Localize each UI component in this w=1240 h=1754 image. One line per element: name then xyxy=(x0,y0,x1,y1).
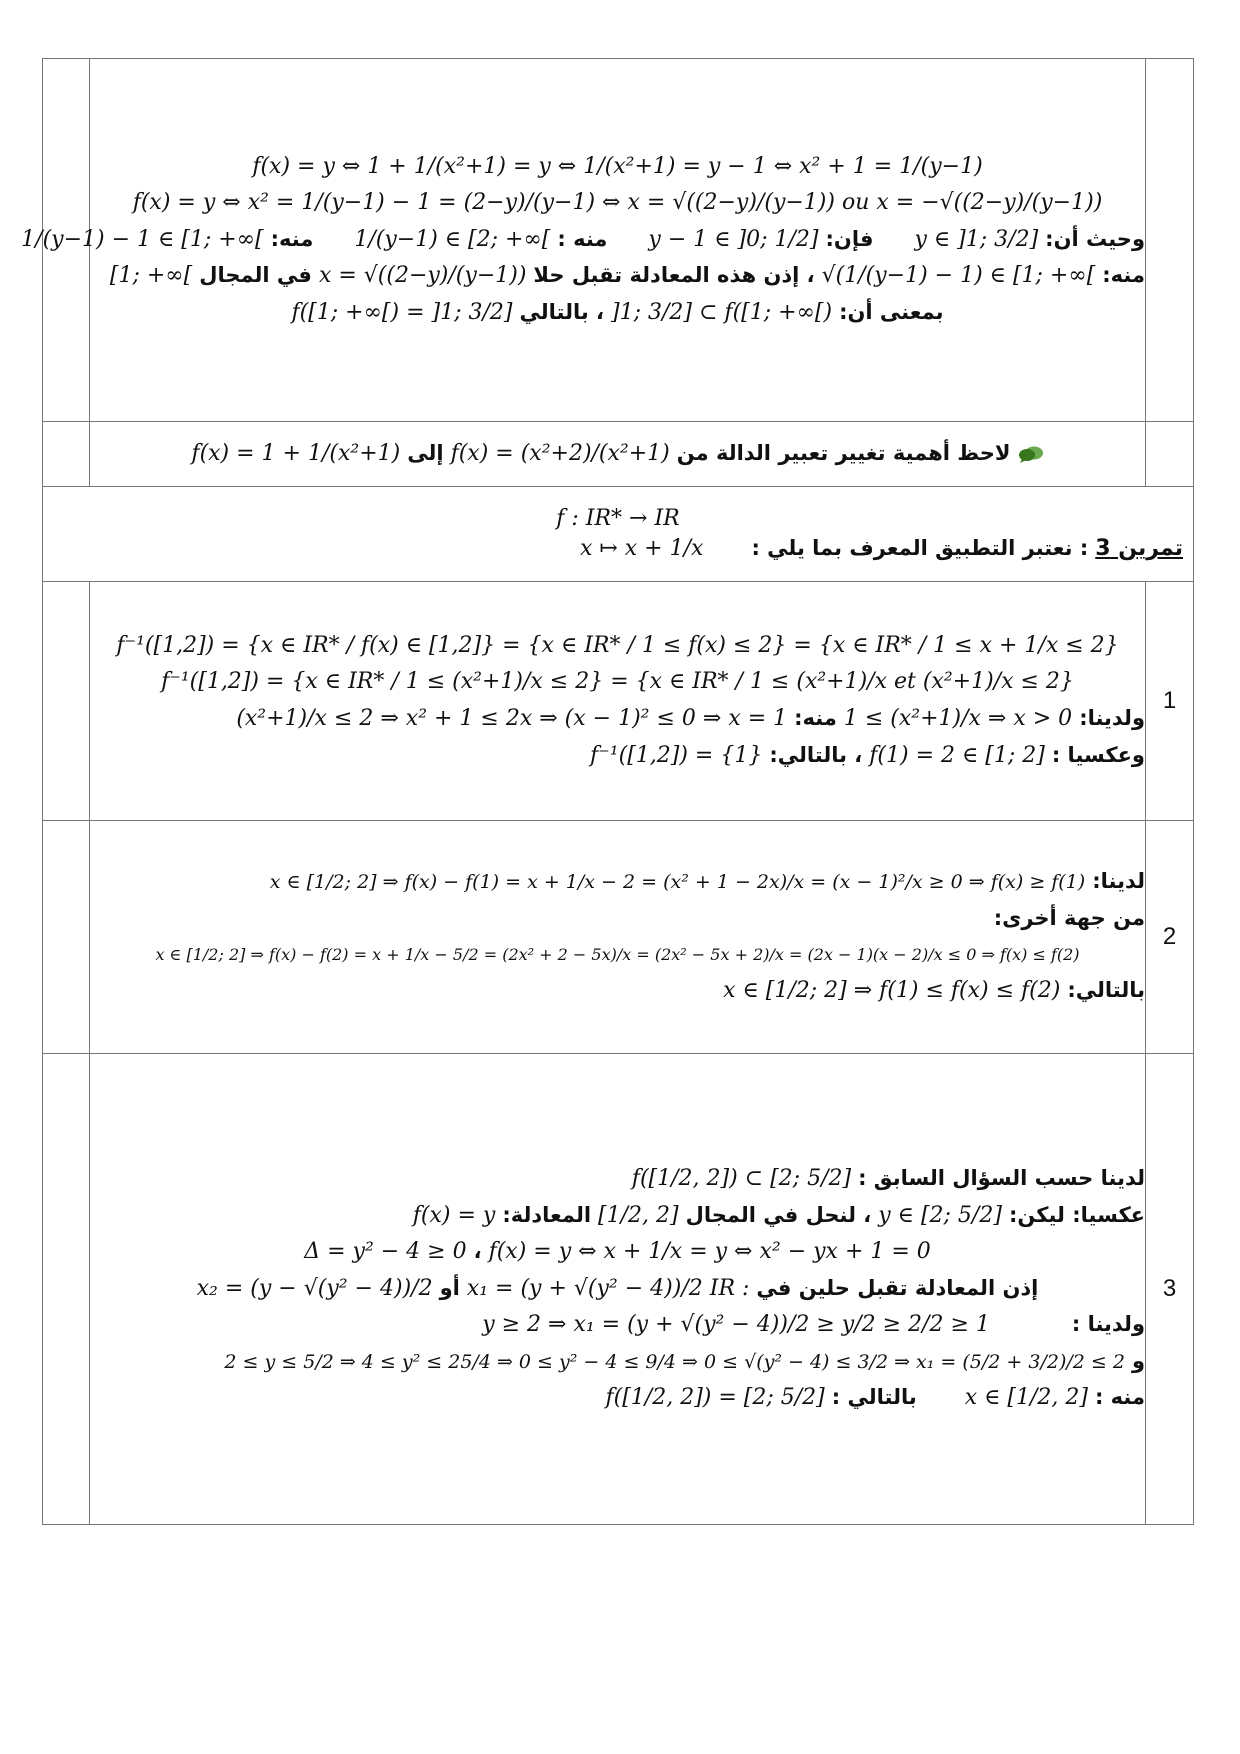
equation-line xyxy=(90,1385,1145,1412)
math-expression: √(1/(y−1) − 1) ∈ [1; +∞[ xyxy=(821,263,1096,289)
equation-line xyxy=(90,706,1145,733)
math-expression: f([1; +∞[) = ]1; 3/2] xyxy=(291,299,513,325)
math-expression: f(x) = y ⇔ x² = 1/(y−1) − 1 = (2−y)/(y−1) ⇔ x = √((2−y)/(y−1)) ou x = −√((2−y)/(y−1)) xyxy=(132,190,1103,216)
math-expression: ]1; 3/2] ⊂ f([1; +∞[) xyxy=(611,299,833,325)
speech-bubbles-icon xyxy=(1018,445,1044,463)
left-margin-cell xyxy=(43,1054,90,1525)
math-expression: x₂ = (y − √(y² − 4))/2 xyxy=(196,1275,433,1301)
arabic-text: بالتالي: xyxy=(1067,978,1145,1003)
continuation-content xyxy=(21,59,1146,422)
equation-line xyxy=(90,1203,1145,1230)
equation-line xyxy=(90,942,1145,968)
arabic-text: لدينا: xyxy=(1092,869,1145,894)
continuation-row xyxy=(43,59,1194,422)
equation-line xyxy=(90,869,1145,895)
math-expression: f⁻¹([1,2]) = {1} xyxy=(590,742,763,768)
math-expression: 1/(y−1) ∈ [2; +∞[ xyxy=(354,226,551,252)
arabic-text: بمعنى أن: xyxy=(839,300,944,325)
arabic-text: وعكسيا : xyxy=(1051,742,1145,767)
math-expression: f⁻¹([1,2]) = {x ∈ IR* / f(x) ∈ [1,2]} = {x ∈ IR* / 1 ≤ f(x) ≤ 2} = {x ∈ IR* / 1 ≤ x + 1/x ≤ 2} xyxy=(116,632,1119,658)
exercise-title: تمرين 3 xyxy=(1095,536,1183,562)
math-expression: y − 1 ∈ ]0; 1/2] xyxy=(648,226,819,252)
worksheet xyxy=(21,58,1193,1658)
math-expression: f(x) = y ⇔ x + 1/x = y ⇔ x² − yx + 1 = 0 xyxy=(488,1239,931,1265)
arabic-text: من جهة أخرى: xyxy=(993,905,1145,930)
math-expression: x ∈ [1/2; 2] ⇒ f(1) ≤ f(x) ≤ f(2) xyxy=(723,978,1061,1004)
equation-line xyxy=(90,1276,1145,1303)
question-1-content xyxy=(90,582,1146,821)
note-row xyxy=(43,422,1194,487)
arabic-text: فإن: xyxy=(825,226,874,251)
math-expression: 1/(y−1) − 1 ∈ [1; +∞[ xyxy=(21,226,264,252)
arabic-text: و xyxy=(1131,1348,1145,1373)
question-number: 1 xyxy=(1146,582,1194,821)
math-expression: 2 ≤ y ≤ 5/2 ⇒ 4 ≤ y² ≤ 25/4 ⇒ 0 ≤ y² − 4 ≤ 9/4 ⇒ 0 ≤ √(y² − 4) ≤ 3/2 ⇒ x₁ = (5/2 + 3/2)/2 ≤ 2 xyxy=(224,1350,1125,1373)
left-margin-cell xyxy=(43,422,90,487)
math-expression: f(x) = (x²+2)/(x²+1) xyxy=(450,440,670,466)
math-expression: x₁ = (y + √(y² − 4))/2 xyxy=(466,1275,703,1301)
equation-line xyxy=(90,1166,1145,1193)
math-expression: (x²+1)/x ≤ 2 ⇒ x² + 1 ≤ 2x ⇒ (x − 1)² ≤ 0 ⇒ x = 1 xyxy=(236,706,788,731)
left-margin-cell xyxy=(43,821,90,1054)
math-expression: x = √((2−y)/(y−1)) xyxy=(318,263,527,289)
separator: ، xyxy=(473,1239,482,1264)
math-expression: f⁻¹([1,2]) = {x ∈ IR* / 1 ≤ (x²+1)/x ≤ 2} = {x ∈ IR* / 1 ≤ (x²+1)/x et (x²+1)/x ≤ 2} xyxy=(161,669,1074,695)
question-3-content xyxy=(90,1054,1146,1525)
math-expression: x ↦ x + 1/x xyxy=(579,536,704,562)
arabic-text: منه: xyxy=(1102,263,1145,288)
equation-line xyxy=(90,263,1145,290)
math-expression: x ∈ [1/2; 2] ⇒ f(x) − f(2) = x + 1/x − 5/2 = (2x² + 2 − 5x)/x = (2x² − 5x + 2)/x = (2x − 1)(x − 2)/x ≤ 0 ⇒ f(x) ≤ f(2) xyxy=(155,945,1080,965)
math-expression: y ∈ [2; 5/2] xyxy=(878,1202,1002,1228)
math-expression: Δ = y² − 4 ≥ 0 xyxy=(304,1239,467,1265)
arabic-text: إلى xyxy=(407,440,444,465)
note-line xyxy=(100,441,1135,468)
arabic-text: إذن المعادلة تقبل حلين في xyxy=(756,1276,1039,1300)
equation-line xyxy=(21,226,1145,254)
question-number: 3 xyxy=(1146,1054,1194,1525)
question-row xyxy=(43,821,1194,1054)
math-expression: x ∈ [1/2; 2] ⇒ f(x) − f(1) = x + 1/x − 2 = (x² + 1 − 2x)/x = (x − 1)²/x ≥ 0 ⇒ f(x) ≥ f(1) xyxy=(269,870,1086,893)
exercise-header xyxy=(43,487,1194,582)
right-margin-cell xyxy=(1146,422,1194,487)
arabic-text: ، بالتالي xyxy=(519,300,605,325)
equation-line xyxy=(90,1349,1145,1375)
arabic-text: لاحظ أهمية تغيير تعبير الدالة من xyxy=(676,440,1011,465)
math-expression: f([1/2, 2]) = [2; 5/2] xyxy=(605,1385,825,1411)
arabic-text: ، لنحل في المجال xyxy=(685,1202,872,1227)
left-margin-cell xyxy=(43,582,90,821)
arabic-text: ، بالتالي: xyxy=(769,742,863,767)
solution-table xyxy=(21,58,1194,1525)
question-2-content xyxy=(90,821,1146,1054)
arabic-text: منه : xyxy=(1094,1385,1145,1410)
arabic-text: : نعتبر التطبيق المعرف بما يلي : xyxy=(751,536,1089,561)
math-expression: [1/2, 2] xyxy=(598,1202,679,1228)
equation-line xyxy=(90,906,1145,932)
arabic-text: منه: xyxy=(270,226,314,251)
math-expression: f(x) = y ⇔ 1 + 1/(x²+1) = y ⇔ 1/(x²+1) = y − 1 ⇔ x² + 1 = 1/(y−1) xyxy=(252,153,983,179)
math-expression: IR : xyxy=(709,1275,750,1301)
exercise-title-line xyxy=(53,536,1183,563)
math-expression: y ≥ 2 ⇒ x₁ = (y + √(y² − 4))/2 ≥ y/2 ≥ 2/2 ≥ 1 xyxy=(482,1312,990,1338)
arabic-text: منه: xyxy=(794,706,837,731)
exercise-header-row xyxy=(43,487,1194,582)
math-expression: f : IR* → IR xyxy=(556,505,680,531)
arabic-text: لدينا حسب السؤال السابق : xyxy=(858,1166,1145,1191)
equation-line xyxy=(90,1239,1145,1266)
equation-line xyxy=(90,978,1145,1005)
arabic-text: بالتالي : xyxy=(831,1385,917,1410)
arabic-text: في المجال xyxy=(199,263,312,288)
math-expression: f(x) = 1 + 1/(x²+1) xyxy=(191,440,401,466)
math-expression: f(1) = 2 ∈ [1; 2] xyxy=(869,742,1045,768)
arabic-text: ، إذن هذه المعادلة تقبل حلا xyxy=(533,263,815,288)
math-expression: f([1/2, 2]) ⊂ [2; 5/2] xyxy=(631,1166,852,1192)
equation-line xyxy=(90,1312,1145,1339)
question-row xyxy=(43,1054,1194,1525)
equation-line xyxy=(90,669,1145,696)
arabic-text: وحيث أن: xyxy=(1045,226,1145,251)
math-expression: x ∈ [1/2, 2] xyxy=(964,1385,1088,1411)
question-number: 2 xyxy=(1146,821,1194,1054)
map-definition xyxy=(53,505,1183,532)
arabic-text: المعادلة: xyxy=(502,1202,592,1227)
equation-line xyxy=(90,633,1145,660)
equation-line xyxy=(90,300,1145,327)
equation-line xyxy=(90,190,1145,217)
arabic-text: ولدينا: xyxy=(1079,706,1145,731)
note-content xyxy=(90,422,1146,487)
arabic-text: عكسيا: ليكن: xyxy=(1008,1202,1145,1227)
math-expression: 1 ≤ (x²+1)/x ⇒ x > 0 xyxy=(843,706,1073,731)
math-expression: y ∈ ]1; 3/2] xyxy=(914,226,1039,252)
right-margin-cell xyxy=(1146,59,1194,422)
equation-line xyxy=(90,154,1145,181)
arabic-text: أو xyxy=(439,1276,460,1300)
math-expression: [1; +∞[ xyxy=(109,263,193,289)
question-row xyxy=(43,582,1194,821)
arabic-text: منه : xyxy=(557,226,608,251)
math-expression: f(x) = y xyxy=(412,1202,496,1228)
equation-line xyxy=(90,743,1145,770)
arabic-text: ولدينا : xyxy=(1071,1312,1145,1337)
